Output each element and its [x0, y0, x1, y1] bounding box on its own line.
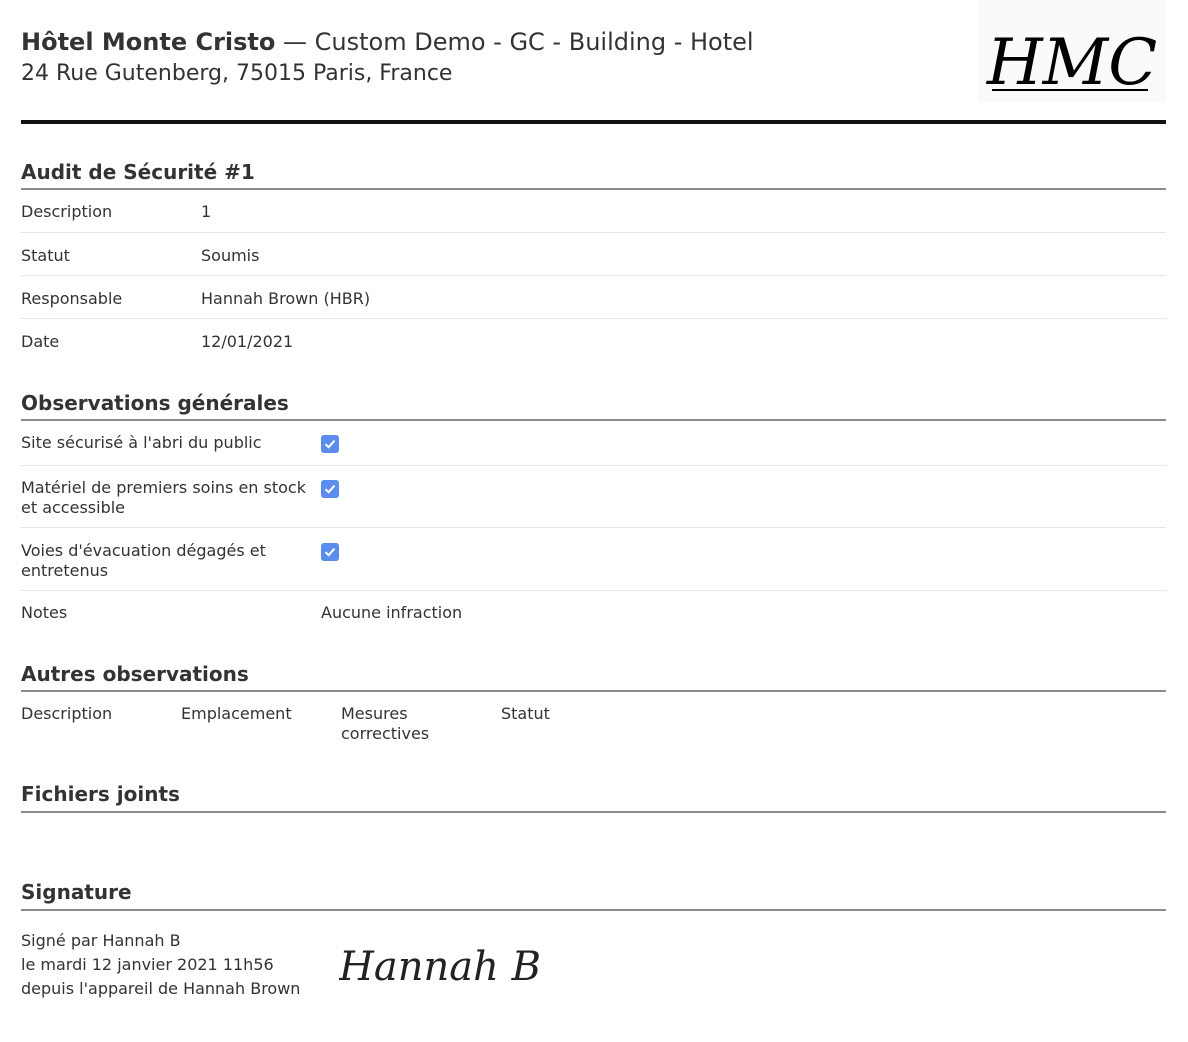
observation-label: Site sécurisé à l'abri du public — [21, 433, 262, 452]
checkbox-checked[interactable] — [321, 543, 339, 561]
check-icon — [326, 441, 335, 448]
field-label: Description — [21, 202, 113, 221]
section-divider — [21, 811, 1166, 813]
check-icon — [326, 486, 335, 493]
field-value: 12/01/2021 — [201, 332, 294, 351]
signature-image — [339, 935, 539, 995]
signature-handwriting: Hannah B — [339, 944, 539, 990]
audit-section-title: Audit de Sécurité #1 — [21, 160, 255, 184]
observation-row — [21, 541, 1166, 591]
field-value: 1 — [201, 202, 212, 221]
observation-label: Matériel de premiers soins en stock et accessible — [21, 478, 306, 517]
observation-row — [21, 478, 1166, 528]
audit-row-date — [21, 332, 1166, 361]
report-header — [21, 0, 1166, 124]
field-label: Date — [21, 332, 60, 351]
signed-date: le mardi 12 janvier 2021 11h56 — [21, 955, 274, 974]
other-observations-title: Autres observations — [21, 662, 249, 686]
notes-label: Notes — [21, 603, 68, 622]
audit-row-description — [21, 202, 1166, 233]
report-page — [21, 0, 1166, 998]
hotel-logo — [978, 0, 1166, 102]
section-divider — [21, 690, 1166, 692]
logo-text: HMC — [986, 26, 1158, 100]
audit-row-responsable — [21, 289, 1166, 319]
signature-details — [21, 929, 300, 1001]
section-divider — [21, 909, 1166, 911]
signed-device: depuis l'appareil de Hannah Brown — [21, 979, 301, 998]
section-divider — [21, 188, 1166, 190]
checkbox-checked[interactable] — [321, 435, 339, 453]
field-value: Hannah Brown (HBR) — [201, 289, 371, 308]
signed-by: Signé par Hannah B — [21, 931, 181, 950]
files-section-title: Fichiers joints — [21, 782, 180, 806]
checkbox-checked[interactable] — [321, 480, 339, 498]
observation-label: Voies d'évacuation dégagés et entretenus — [21, 541, 266, 580]
project-subtitle: — Custom Demo - GC - Building - Hotel — [275, 28, 754, 56]
field-label: Responsable — [21, 289, 123, 308]
column-header-statut: Statut — [501, 704, 550, 723]
hotel-address: 24 Rue Gutenberg, 75015 Paris, France — [21, 61, 453, 86]
column-header-mesures: Mesures correctives — [341, 704, 430, 743]
column-header-emplacement: Emplacement — [181, 704, 292, 723]
column-header-description: Description — [21, 704, 113, 723]
notes-value: Aucune infraction — [321, 603, 463, 622]
field-value: Soumis — [201, 246, 260, 265]
audit-row-statut — [21, 246, 1166, 276]
report-title — [21, 28, 754, 56]
hotel-name: Hôtel Monte Cristo — [21, 28, 276, 56]
section-divider — [21, 419, 1166, 421]
notes-row — [21, 603, 1166, 632]
signature-section-title: Signature — [21, 880, 132, 904]
check-icon — [326, 549, 335, 556]
observations-section-title: Observations générales — [21, 391, 289, 415]
field-label: Statut — [21, 246, 70, 265]
observation-row — [21, 433, 1166, 466]
